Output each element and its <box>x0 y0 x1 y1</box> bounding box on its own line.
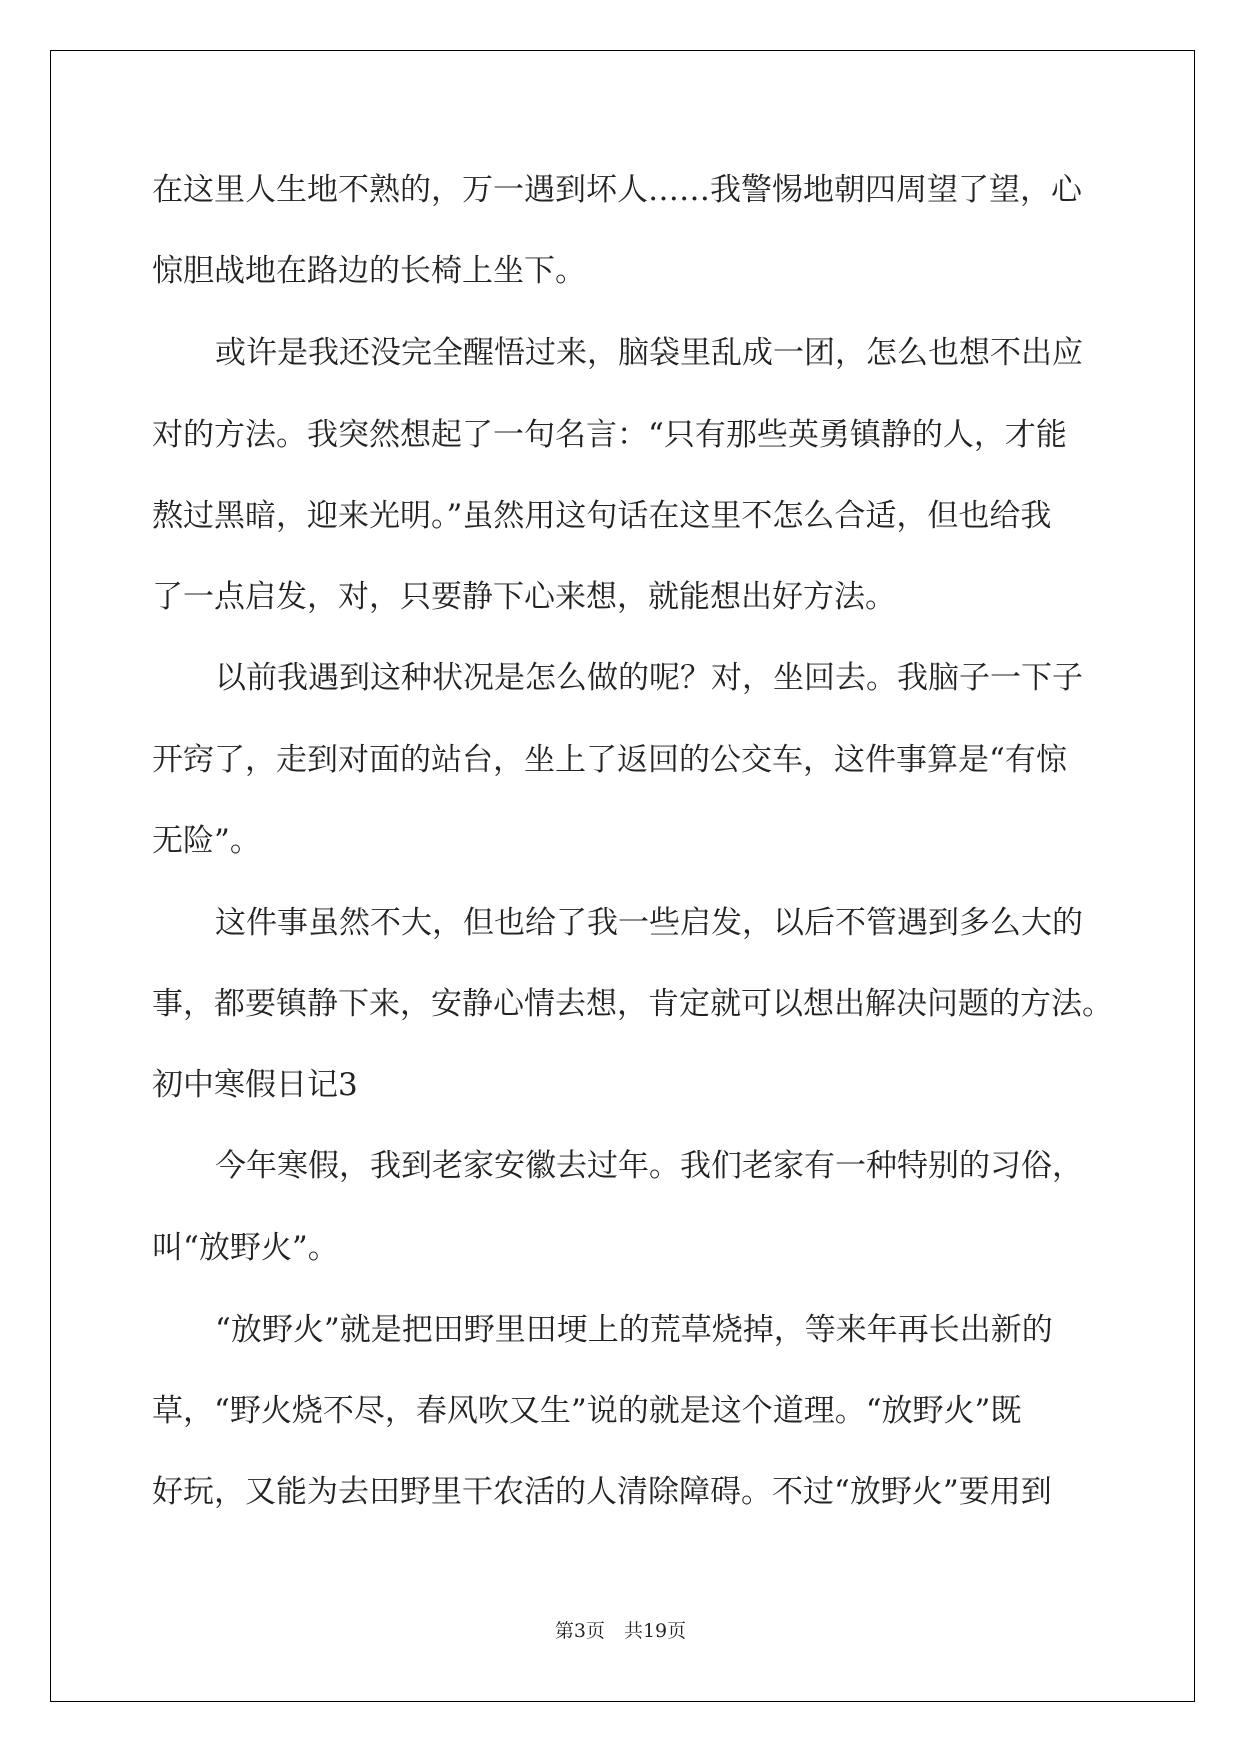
section-heading: 初中寒假日记3 <box>152 1067 358 1103</box>
text-line: 对的方法。我突然想起了一句名言：“只有那些英勇镇静的人，才能 <box>152 417 1067 453</box>
page-number: 第3页 共19页 <box>554 1620 687 1642</box>
text-line: 好玩，又能为去田野里干农活的人清除障碍。不过“放野火”要用到 <box>152 1474 1052 1510</box>
text-line: 惊胆战地在路边的长椅上坐下。 <box>152 253 586 289</box>
text-line: 熬过黑暗，迎来光明。”虽然用这句话在这里不怎么合适，但也给我 <box>152 498 1052 534</box>
text-line: 或许是我还没完全醒悟过来，脑袋里乱成一团，怎么也想不出应 <box>215 335 1083 371</box>
text-line: 无险”。 <box>152 823 261 859</box>
text-line: 开窍了，走到对面的站台，坐上了返回的公交车，这件事算是“有惊 <box>152 742 1067 778</box>
text-line: 以前我遇到这种状况是怎么做的呢？对，坐回去。我脑子一下子 <box>215 660 1083 696</box>
text-line: 这件事虽然不大，但也给了我一些启发，以后不管遇到多么大的 <box>215 905 1083 941</box>
text-line: “放野火”就是把田野里田埂上的荒草烧掉，等来年再长出新的 <box>215 1312 1053 1348</box>
text-line: 了一点启发，对，只要静下心来想，就能想出好方法。 <box>152 579 896 615</box>
page-border <box>50 50 1195 1702</box>
text-line: 今年寒假，我到老家安徽去过年。我们老家有一种特别的习俗， <box>215 1148 1083 1184</box>
text-line: 事，都要镇静下来，安静心情去想，肯定就可以想出解决问题的方法。 <box>152 986 1113 1022</box>
text-line: 在这里人生地不熟的，万一遇到坏人……我警惕地朝四周望了望，心 <box>152 172 1082 208</box>
text-line: 草，“野火烧不尽，春风吹又生”说的就是这个道理。“放野火”既 <box>152 1393 1022 1429</box>
text-line: 叫“放野火”。 <box>152 1230 339 1266</box>
